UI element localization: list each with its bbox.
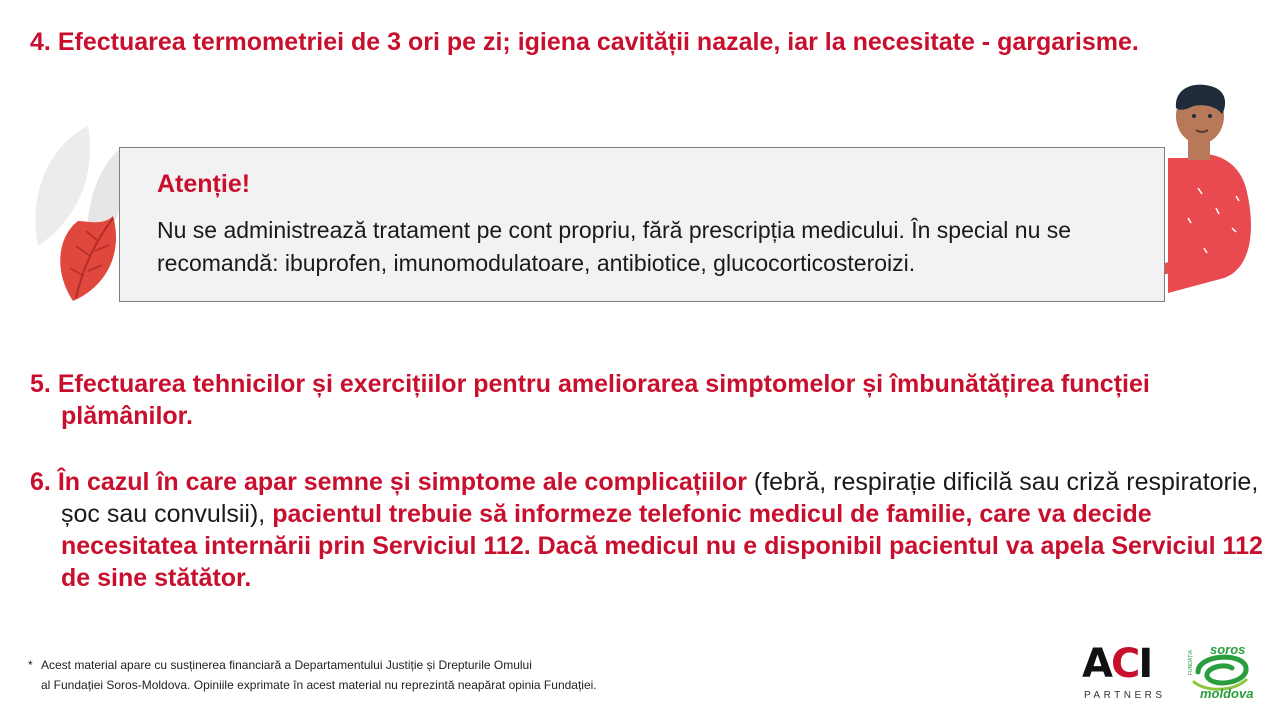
aci-letter-c: C bbox=[1110, 641, 1139, 687]
list-item-6 bbox=[30, 466, 1280, 594]
item-text-plain: (febră, respirație dificilă sau criză respiratorie, șoc sau convulsii), bbox=[61, 468, 1259, 528]
moldova-word: moldova bbox=[1200, 686, 1254, 701]
aci-subtitle: PARTNERS bbox=[1084, 690, 1166, 701]
aci-letter-i: I bbox=[1138, 641, 1152, 687]
item-number: 4. bbox=[30, 28, 51, 56]
item-text-highlight-2: pacientul trebuie să informeze telefonic medicul de familie, care va decide necesitatea internării prin Serviciul 112. Dacă medicul nu e disponibil pacientul va apela Serviciul 112 de sine stătător. bbox=[61, 500, 1263, 592]
item-text-highlight-1: În cazul în care apar semne și simptome ale complicațiilor bbox=[57, 468, 747, 496]
item-text: Efectuarea tehnicilor și exercițiilor pentru ameliorarea simptomelor și îmbunătățirea funcției plămânilor. bbox=[57, 370, 1150, 430]
item-text: Efectuarea termometriei de 3 ori pe zi; igiena cavității nazale, iar la necesitate - gargarisme. bbox=[57, 28, 1139, 56]
soros-word: soros bbox=[1210, 642, 1246, 657]
aci-letter-a: A bbox=[1082, 641, 1111, 687]
footnote-line-2: al Fundației Soros-Moldova. Opiniile exprimate în acest material nu reprezintă neapărat opinia Fundației. bbox=[41, 678, 597, 692]
footnote-star: * bbox=[28, 658, 33, 672]
aci-mark bbox=[1082, 641, 1164, 687]
footnote bbox=[28, 655, 788, 695]
callout-body: Nu se administrează tratament pe cont propriu, fără prescripția medicului. În special nu se recomandă: ibuprofen, imunomodulatoare, antibiotice, glucocorticosteroizi. bbox=[157, 217, 1072, 276]
soros-fund-label: FUNDAȚIA bbox=[1188, 650, 1194, 675]
aci-partners-logo bbox=[1082, 641, 1166, 704]
attention-callout bbox=[119, 147, 1165, 302]
callout-title: Atenție! bbox=[157, 170, 251, 198]
soros-moldova-logo bbox=[1186, 642, 1256, 704]
list-item-4 bbox=[30, 26, 1280, 58]
list-item-5 bbox=[30, 368, 1280, 432]
footnote-line-1: Acest material apare cu susținerea financiară a Departamentului Justiție și Drepturile Omului bbox=[41, 658, 532, 672]
item-number: 5. bbox=[30, 370, 51, 398]
item-number: 6. bbox=[30, 468, 51, 496]
